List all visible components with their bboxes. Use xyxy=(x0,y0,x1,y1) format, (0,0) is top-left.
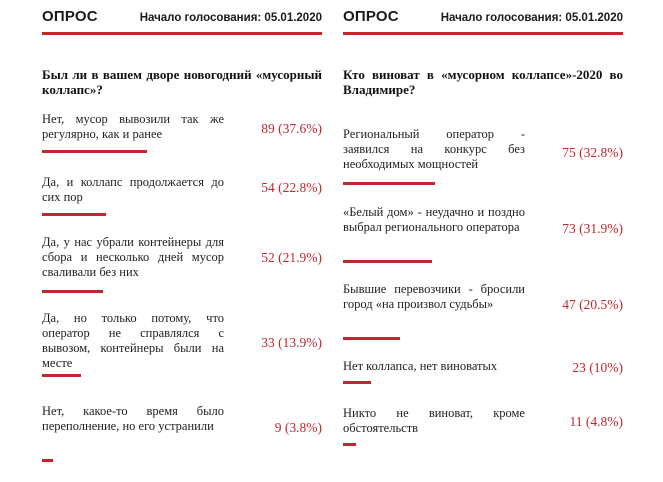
result-bar-fill xyxy=(343,443,356,446)
result-bar-fill xyxy=(343,337,400,340)
result-bar-fill xyxy=(343,260,432,263)
result-bar xyxy=(343,260,623,263)
option-label: Нет, какое-то время было переполнение, но его устранили xyxy=(42,404,224,433)
result-bar-fill xyxy=(42,459,53,462)
poll-widget-right xyxy=(343,0,623,435)
header-divider xyxy=(343,32,623,35)
poll-start-date: Начало голосования: 05.01.2020 xyxy=(440,12,623,24)
option-label: Да, и коллапс продолжается до сих пор xyxy=(42,175,224,204)
result-bar-fill xyxy=(42,150,147,153)
option-label: Нет коллапса, нет виноватых xyxy=(343,359,498,373)
result-bar-fill xyxy=(42,290,103,293)
result-bar xyxy=(343,443,623,446)
option-label: Нет, мусор вывозили так же регулярно, как и ранее xyxy=(42,112,224,141)
option-result: 73 (31.9%) xyxy=(562,221,623,236)
option-label: Бывшие перевозчики - бросили город «на произвол судьбы» xyxy=(343,282,525,311)
option-result: 9 (3.8%) xyxy=(274,420,322,435)
result-bar xyxy=(42,150,322,153)
result-bar-fill xyxy=(42,213,106,216)
option-result: 75 (32.8%) xyxy=(562,145,623,160)
poll-title: ОПРОС xyxy=(343,8,399,25)
result-bar xyxy=(42,213,322,216)
option-result: 33 (13.9%) xyxy=(261,335,322,350)
option-label: «Белый дом» - неудачно и поздно выбрал регионального оператора xyxy=(343,205,525,234)
poll-widget-left xyxy=(42,0,322,435)
option-label: Региональный оператор - заявился на конкурс без необходимых мощностей xyxy=(343,127,525,171)
result-bar xyxy=(42,290,322,293)
option-label: Да, у нас убрали контейнеры для сбора и несколько дней мусор сваливали без них xyxy=(42,235,224,279)
result-bar-fill xyxy=(42,374,81,377)
result-bar xyxy=(42,459,322,462)
result-bar xyxy=(42,374,322,377)
poll-question: Кто виноват в «мусорном коллапсе»-2020 во Владимире? xyxy=(343,67,623,97)
option-result: 47 (20.5%) xyxy=(562,297,623,312)
option-result: 11 (4.8%) xyxy=(569,414,623,429)
option-result: 54 (22.8%) xyxy=(261,180,322,195)
poll-start-date: Начало голосования: 05.01.2020 xyxy=(139,12,322,24)
poll-header xyxy=(343,0,623,36)
option-result: 23 (10%) xyxy=(572,360,623,375)
option-result: 89 (37.6%) xyxy=(261,121,322,136)
poll-title: ОПРОС xyxy=(42,8,98,25)
result-bar xyxy=(343,337,623,340)
option-result: 52 (21.9%) xyxy=(261,250,322,265)
result-bar-fill xyxy=(343,182,435,185)
option-label: Никто не виноват, кроме обстоятельств xyxy=(343,406,525,435)
header-divider xyxy=(42,32,322,35)
result-bar xyxy=(343,182,623,185)
result-bar xyxy=(343,381,623,384)
poll-question: Был ли в вашем дворе новогодний «мусорный коллапс»? xyxy=(42,67,322,97)
option-label: Да, но только потому, что оператор не справлялся с вывозом, контейнеры были на месте xyxy=(42,311,224,370)
result-bar-fill xyxy=(343,381,371,384)
poll-header xyxy=(42,0,322,36)
